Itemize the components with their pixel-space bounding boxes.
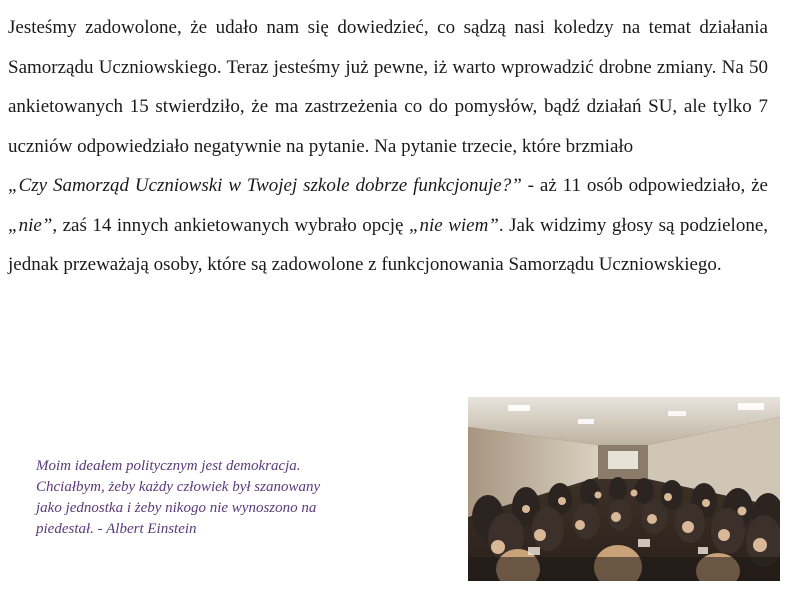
article-part-3: , zaś 14 innych ankietowanych wybrało opcję: [52, 214, 409, 236]
quote-line-4: piedestał. - Albert Einstein: [36, 521, 197, 537]
article-paragraph: [8, 8, 768, 285]
quote-line-1: Moim ideałem politycznym jest demokracja.: [36, 458, 301, 474]
article-part-4: . Jak widzimy głosy są podzielone, jednak przeważają osoby, które są zadowolone z funkcjonowania Samorządu Uczniowskiego.: [8, 214, 769, 275]
quote-line-3: jako jednostka i żeby nikogo nie wynoszono na: [36, 500, 317, 516]
article-part-2: - aż 11 osób odpowiedziało, że: [521, 175, 768, 196]
einstein-quote: [36, 456, 416, 540]
audience-photo-illustration: [468, 397, 780, 581]
quote-line-2: Chciałbym, żeby każdy człowiek był szanowany: [36, 479, 321, 495]
conference-audience-photo: [468, 397, 780, 581]
article-part-1: Jesteśmy zadowolone, że udało nam się dowiedzieć, co sądzą nasi koledzy na temat działania Samorządu Uczniowskiego. Teraz jesteśmy już pewne, iż warto wprowadzić drobne zmiany. Na 50 ankietowanych 15 stwierdziło, że ma zastrzeżenia co do pomysłów, bądź działań SU, ale tylko 7 uczniów odpowiedziało negatywnie na pytanie. Na pytanie trzecie, które brzmiało: [8, 17, 768, 157]
answer-no: „nie”: [8, 214, 53, 236]
answer-dont-know: „nie wiem”: [408, 214, 499, 236]
article-text: [8, 8, 768, 285]
survey-question: „Czy Samorząd Uczniowski w Twojej szkole dobrze funkcjonuje?”: [8, 175, 522, 196]
